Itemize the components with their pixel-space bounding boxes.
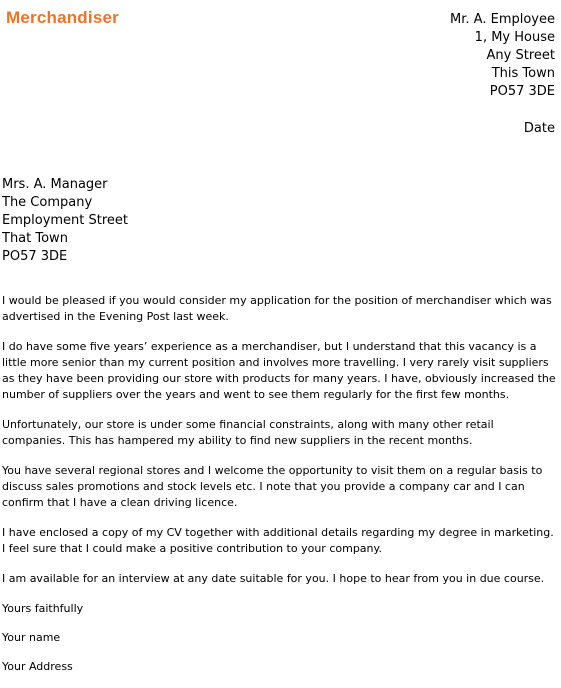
recipient-line: That Town [2, 231, 68, 246]
sender-line: 1, My House [474, 30, 555, 45]
body-paragraph: I am available for an interview at any date suitable for you. I hope to hear from you in due course. [2, 572, 545, 585]
recipient-line: Mrs. A. Manager [2, 177, 108, 192]
body-paragraph: You have several regional stores and I welcome the opportunity to visit them on a regular basis to discuss sales promotions and stock levels etc. I note that you provide a company car and I can confirm that I have a clean driving licence. [2, 464, 543, 509]
recipient-line: The Company [2, 195, 93, 210]
page-title: Merchandiser [6, 8, 119, 27]
recipient-address [2, 176, 128, 266]
sender-line: This Town [491, 66, 555, 81]
body-paragraph: I would be pleased if you would consider my application for the position of merchandiser which was advertised in the Evening Post last week. [2, 294, 552, 323]
closing-address: Your Address [2, 660, 73, 673]
sender-line: Mr. A. Employee [450, 12, 555, 27]
body-paragraph: I have enclosed a copy of my CV together with additional details regarding my degree in marketing. I feel sure that I could make a positive contribution to your company. [2, 526, 554, 555]
closing-salutation: Yours faithfully [2, 602, 84, 615]
sender-line: PO57 3DE [489, 84, 555, 99]
letter-date: Date [523, 121, 555, 136]
sender-address [450, 11, 555, 101]
recipient-line: PO57 3DE [2, 249, 68, 264]
body-paragraph: I do have some five years’ experience as a merchandiser, but I understand that this vacancy is a little more senior than my current position and involves more travelling. I very rarely visit suppliers as they have been providing our store with products for many years. I have, obviously increased the number of suppliers over the years and went to see them regularly for the first few months. [2, 340, 556, 401]
closing-name: Your name [2, 631, 61, 644]
body-paragraph: Unfortunately, our store is under some financial constraints, along with many other retail companies. This has hampered my ability to find new suppliers in the recent months. [2, 418, 494, 447]
letter-closing [2, 601, 557, 675]
letter-body [2, 293, 557, 688]
sender-line: Any Street [486, 48, 555, 63]
recipient-line: Employment Street [2, 213, 129, 228]
